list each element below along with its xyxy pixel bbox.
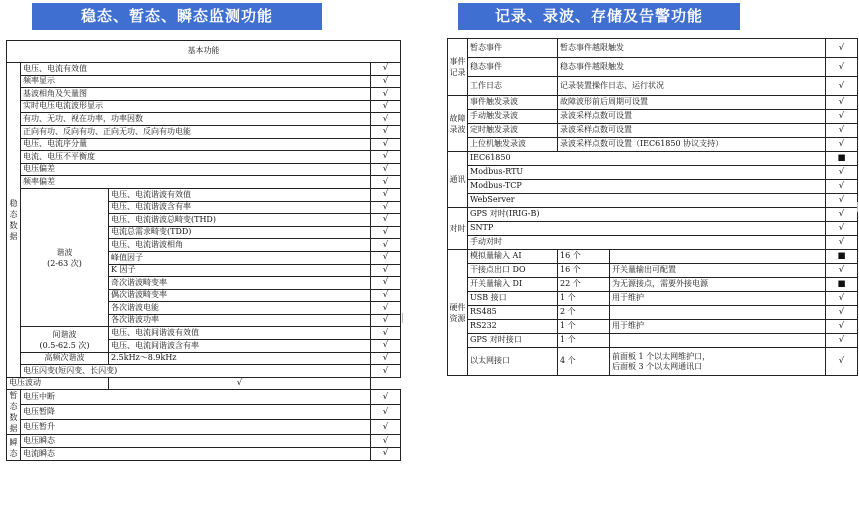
hw-note: 用于维护 — [610, 320, 826, 334]
feature-label: 峰值因子 — [109, 251, 371, 264]
protocol-name: WebServer — [468, 194, 826, 208]
check-mark: √ — [371, 340, 401, 353]
check-mark: √ — [826, 77, 858, 96]
check-mark: √ — [371, 277, 401, 290]
support-mark: √ — [826, 222, 858, 236]
hw-qty: 16 个 — [558, 250, 610, 264]
feature-label: 基波相角及矢量图 — [21, 88, 371, 101]
support-mark: ■ — [826, 278, 858, 292]
feature-label: 电压闪变(短闪变、长闪变) — [21, 365, 371, 378]
check-mark: √ — [371, 327, 401, 340]
group-transient: 暂态数据 — [7, 390, 21, 435]
support-mark: √ — [826, 320, 858, 334]
hw-name: 开关量输入 DI — [468, 278, 558, 292]
item-name: 定时触发录波 — [468, 124, 558, 138]
hw-qty: 1 个 — [558, 320, 610, 334]
harmonic-title: 谐波 — [56, 247, 73, 257]
feature-label: 偶次谐波畸变率 — [109, 289, 371, 302]
check-mark: √ — [371, 163, 401, 176]
protocol-name: Modbus-TCP — [468, 180, 826, 194]
hw-note: 为无源接点，需要外接电源 — [610, 278, 826, 292]
hw-note — [610, 334, 826, 348]
item-name: 稳态事件 — [468, 58, 558, 77]
feature-label: 电压中断 — [21, 390, 371, 405]
edge-tick — [857, 202, 858, 212]
hw-qty: 1 个 — [558, 334, 610, 348]
feature-label: 电压瞬态 — [21, 435, 371, 448]
check-mark: √ — [826, 138, 858, 152]
support-mark: √ — [826, 180, 858, 194]
feature-label: 奇次谐波畸变率 — [109, 277, 371, 290]
section-banner-left: 稳态、暂态、瞬态监测功能 — [32, 3, 322, 30]
time-sync-name: 手动对时 — [468, 236, 826, 250]
check-mark: √ — [371, 289, 401, 302]
hw-name: USB 接口 — [468, 292, 558, 306]
check-mark: √ — [371, 151, 401, 164]
check-mark: √ — [371, 420, 401, 435]
item-desc: 记录装置操作日志、运行状况 — [558, 77, 826, 96]
feature-label: 电流瞬态 — [21, 448, 371, 461]
check-mark: √ — [371, 125, 401, 138]
hw-note — [610, 348, 826, 376]
check-mark: √ — [371, 201, 401, 214]
item-desc: 录波采样点数可设置 — [558, 124, 826, 138]
feature-label: 电压暂降 — [21, 405, 371, 420]
hw-qty: 4 个 — [558, 348, 610, 376]
harmonic-group — [21, 188, 109, 327]
hw-note: 用于维护 — [610, 292, 826, 306]
record-function-table — [447, 38, 858, 376]
feature-label: 各次谐波电能 — [109, 302, 371, 315]
item-desc: 故障波形前后周期可设置 — [558, 96, 826, 110]
feature-label: 电压、电流谐波含有率 — [109, 201, 371, 214]
support-mark: ■ — [826, 152, 858, 166]
check-mark: √ — [371, 214, 401, 227]
ethernet-note-rear: 后面板 3 个以太网通讯口 — [612, 361, 703, 371]
hw-qty: 2 个 — [558, 306, 610, 320]
feature-label: 电压、电流谐波总畸变(THD) — [109, 214, 371, 227]
feature-label: 正向有功、反向有功、正向无功、反向有功电能 — [21, 125, 371, 138]
protocol-name: IEC61850 — [468, 152, 826, 166]
check-mark: √ — [371, 63, 401, 76]
check-mark: √ — [371, 226, 401, 239]
check-mark: √ — [371, 405, 401, 420]
feature-label: 电压波动 — [7, 377, 109, 390]
support-mark: √ — [826, 348, 858, 376]
hw-name: GPS 对时接口 — [468, 334, 558, 348]
feature-label: 电压、电流序分量 — [21, 138, 371, 151]
hw-qty: 1 个 — [558, 292, 610, 306]
item-name: 事件触发录波 — [468, 96, 558, 110]
check-mark: √ — [371, 302, 401, 315]
harmonic-range: (2-63 次) — [47, 258, 82, 268]
check-mark: √ — [371, 239, 401, 252]
group-time-sync: 对时 — [448, 208, 468, 250]
protocol-name: Modbus-RTU — [468, 166, 826, 180]
hw-name: 以太网接口 — [468, 348, 558, 376]
check-mark: √ — [371, 365, 401, 378]
check-mark: √ — [826, 110, 858, 124]
group-steady: 稳态数据 — [7, 63, 21, 378]
check-mark: √ — [371, 138, 401, 151]
check-mark: √ — [371, 314, 401, 327]
feature-label: 电压、电流谐波相角 — [109, 239, 371, 252]
table-header: 基本功能 — [7, 41, 401, 63]
support-mark: ■ — [826, 250, 858, 264]
basic-function-table — [6, 40, 401, 461]
check-mark: √ — [371, 113, 401, 126]
feature-label: 实时电压电流波形显示 — [21, 100, 371, 113]
check-mark: √ — [371, 188, 401, 201]
hw-note — [610, 250, 826, 264]
support-mark: √ — [826, 264, 858, 278]
hw-note — [610, 306, 826, 320]
ethernet-note-front: 前面板 1 个以太网维护口， — [612, 351, 711, 361]
item-name: 暂态事件 — [468, 39, 558, 58]
check-mark: √ — [826, 124, 858, 138]
feature-label: 电压、电流谐波有效值 — [109, 188, 371, 201]
group-fault-wave: 故障录波 — [448, 96, 468, 152]
hw-name: 模拟量输入 AI — [468, 250, 558, 264]
check-mark: √ — [826, 96, 858, 110]
hf-harmonic-title: 高频次谐波 — [21, 352, 109, 365]
hw-qty: 22 个 — [558, 278, 610, 292]
feature-label: 电压偏差 — [21, 163, 371, 176]
interharmonic-range: (0.5-62.5 次) — [39, 340, 90, 350]
check-mark: √ — [371, 176, 401, 189]
check-mark: √ — [371, 448, 401, 461]
group-instant: 瞬态 — [7, 435, 21, 460]
group-hardware: 硬件资源 — [448, 250, 468, 376]
hw-name: 干接点出口 DO — [468, 264, 558, 278]
check-mark: √ — [371, 390, 401, 405]
support-mark: √ — [826, 236, 858, 250]
interharmonic-group — [21, 327, 109, 352]
item-desc: 稳态事件越限触发 — [558, 58, 826, 77]
check-mark: √ — [826, 58, 858, 77]
hw-qty: 16 个 — [558, 264, 610, 278]
item-name: 手动触发录波 — [468, 110, 558, 124]
feature-label: 频率显示 — [21, 75, 371, 88]
hw-name: RS485 — [468, 306, 558, 320]
feature-label: 电压、电流间谐波有效值 — [109, 327, 371, 340]
check-mark: √ — [371, 75, 401, 88]
hw-name: RS232 — [468, 320, 558, 334]
group-communication: 通讯 — [448, 152, 468, 208]
check-mark: √ — [109, 377, 371, 390]
support-mark: √ — [826, 166, 858, 180]
check-mark: √ — [371, 88, 401, 101]
hw-note: 开关量输出可配置 — [610, 264, 826, 278]
section-banner-right: 记录、录波、存储及告警功能 — [458, 3, 740, 30]
item-name: 上位机触发录波 — [468, 138, 558, 152]
check-mark: √ — [371, 100, 401, 113]
feature-label: 电压、电流间谐波含有率 — [109, 340, 371, 353]
item-desc: 录波采样点数可设置（IEC61850 协议支持） — [558, 138, 826, 152]
feature-label: 电压暂升 — [21, 420, 371, 435]
check-mark: √ — [826, 39, 858, 58]
check-mark: √ — [371, 352, 401, 365]
support-mark: √ — [826, 306, 858, 320]
item-name: 工作日志 — [468, 77, 558, 96]
check-mark: √ — [371, 435, 401, 448]
edge-tick — [402, 313, 403, 323]
support-mark: √ — [826, 334, 858, 348]
interharmonic-title: 间谐波 — [52, 329, 77, 339]
support-mark: √ — [826, 208, 858, 222]
time-sync-name: SNTP — [468, 222, 826, 236]
feature-label: 电流总需求畸变(TDD) — [109, 226, 371, 239]
time-sync-name: GPS 对时(IRIG-B) — [468, 208, 826, 222]
item-desc: 暂态事件越限触发 — [558, 39, 826, 58]
item-desc: 录波采样点数可设置 — [558, 110, 826, 124]
hf-harmonic-range: 2.5kHz～8.9kHz — [109, 352, 371, 365]
feature-label: 各次谐波功率 — [109, 314, 371, 327]
support-mark: √ — [826, 194, 858, 208]
feature-label: 频率偏差 — [21, 176, 371, 189]
group-event-record: 事件记录 — [448, 39, 468, 96]
feature-label: K 因子 — [109, 264, 371, 277]
check-mark: √ — [371, 251, 401, 264]
feature-label: 有功、无功、视在功率，功率因数 — [21, 113, 371, 126]
support-mark: √ — [826, 292, 858, 306]
check-mark: √ — [371, 264, 401, 277]
feature-label: 电流、电压不平衡度 — [21, 151, 371, 164]
feature-label: 电压、电流有效值 — [21, 63, 371, 76]
